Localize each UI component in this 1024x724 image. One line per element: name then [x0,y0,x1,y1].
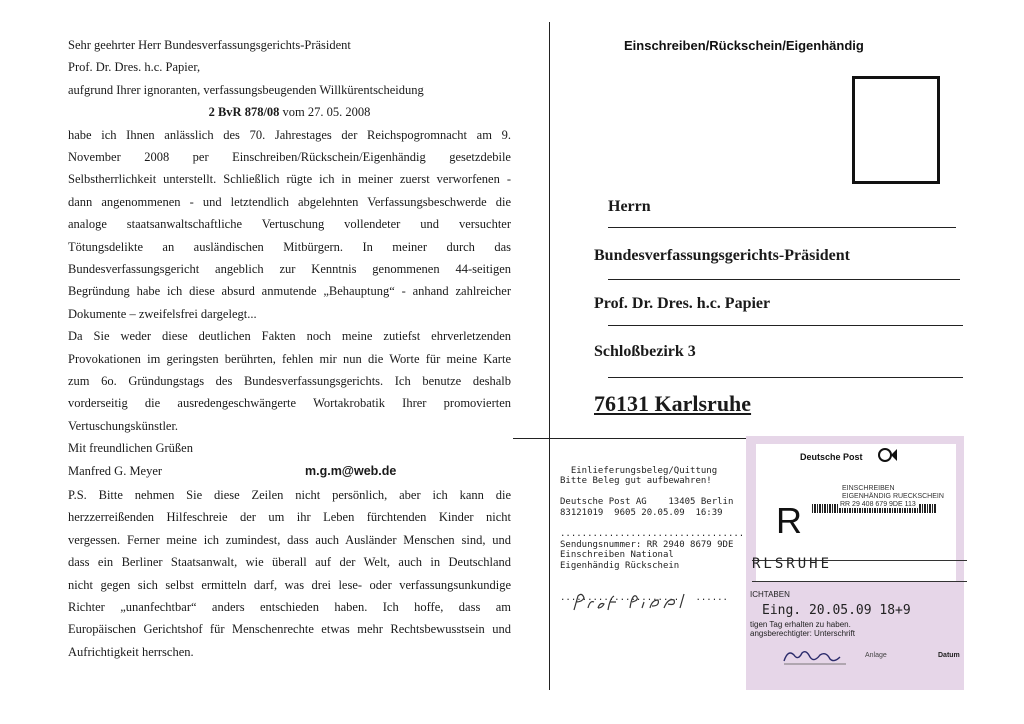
slip-label-1: ICHTABEN [750,590,790,599]
address-street: Schloßbezirk 3 [594,343,696,360]
letter-body-line: Begründung habe ich diese absurd anmutende „Behauptung“ - anhand zahlreicher [68,284,511,299]
slip-bottom-label-2: Datum [938,652,960,659]
signature-name: Manfred G. Meyer [68,463,163,478]
letter-greeting: Mit freundlichen Grüßen [68,441,193,456]
email-address: m.g.m@web.de [305,463,397,478]
slip-label-2: tigen Tag erhalten zu haben. [750,620,851,629]
deutsche-post-logo: Deutsche Post [800,452,863,462]
slip-label-3: angsberechtigter: Unterschrift [750,629,855,638]
registered-r-mark: R [776,500,802,541]
letter-body-line: Provokationen im geringsten berührten, fehlen mir nun die Worte für meine Karte [68,351,511,366]
letter-ps-line: vergessen. Ferner meine ich zumindest, dass auch Ausländer Menschen sind, und [68,532,511,547]
card-divider-horizontal [513,438,763,439]
letter-ps-line: Richter „unanfechtbar“ anders entschieden haben. Ich hoffe, dass am [68,599,511,614]
slip-type-1: EINSCHREIBEN [842,485,895,492]
letter-ps-line: herzzerreißenden Hilfeschreie der um ihr Leben fürchtenden Kinder nicht [68,510,511,525]
slip-handwritten-city: RLSRUHE [752,556,833,572]
address-rule-3 [608,325,963,326]
receipt-post-2: 83121019 9605 20.05.09 16:39 [560,507,723,518]
letter-signature-line [68,460,511,482]
letter-ps-line: Europäischen Gerichtshof für Menschenrechte etwas mehr Rechtsbewusstsein und [68,622,511,637]
receipt-header-1: Einlieferungsbeleg/Quittung [570,465,718,476]
letter-body-line: Tötungsdelikte an ausländischen Mitbürgern. In meiner durch das [68,239,511,254]
case-date: vom 27. 05. 2008 [282,105,371,120]
letter-body-line: analoge staatsanwaltschaftliche Vertuschung vollendeter und versuchter [68,217,511,232]
slip-type-2: EIGENHÄNDIG RUECKSCHEIN [842,493,944,500]
address-rule-2 [608,279,960,280]
address-salutation: Herrn [608,198,651,215]
letter-body-line: dann angenommenen - und letztendlich abgelehnten Verfassungsbeschwerde die [68,194,511,209]
letter-body-line: Dokumente – zweifelsfrei dargelegt... [68,306,257,321]
address-rule-1 [608,227,956,228]
address-city: 76131 Karlsruhe [594,391,752,416]
slip-handwritten-signature [780,645,860,667]
receipt-handwritten-signature [566,588,726,616]
letter-body-line: November 2008 per Einschreiben/Rückschein/Eigenhändig gesetzdebile [68,150,511,165]
receipt-header-2: Bitte Beleg gut aufbewahren! [560,476,712,487]
slip-received-date: Eing. 20.05.09 18+9 [762,603,911,618]
mail-type-label: Einschreiben/Rückschein/Eigenhändig [624,38,864,53]
barcode-number: RR 29 408 679 9DE 113 [840,501,916,508]
address-title: Bundesverfassungsgerichts-Präsident [594,247,851,264]
address-rule-4 [608,377,963,378]
letter-body-line: Vertuschungskünstler. [68,418,179,433]
address-name: Prof. Dr. Dres. h.c. Papier [594,295,771,312]
slip-bottom-label-1: Anlage [865,652,887,659]
letter-intro: aufgrund Ihrer ignoranten, verfassungsbeugenden Willkürentscheidung [68,82,424,97]
receipt-dots: .................................. [560,529,745,540]
postal-receipt [560,455,746,603]
receipt-service-2: Eigenhändig Rückschein [560,560,680,571]
letter-text [68,34,511,663]
letter-body-line: Da Sie weder diese deutlichen Fakten noch meine zutiefst ehrverletzenden [68,329,511,344]
post-horn-icon [876,446,898,464]
letter-body-line: zum 6o. Gründungstags des Bundesverfassungsgerichts. Ich benutze deshalb [68,373,511,388]
slip-confirmation-text [750,620,855,638]
letter-ps-line: dass ein Berliner Staatsanwalt, wie überall auf der Welt, auch in Deutschland [68,555,511,570]
letter-body-line: Bundesverfassungsgericht angeblich zur Kenntnis genommenen 44-seitigen [68,261,511,276]
receipt-signature-dots: ...................... ...... [560,592,728,603]
letter-body-line: habe ich Ihnen anlässlich des 70. Jahrestages der Reichspogromnacht am 9. [68,127,511,142]
stamp-box [852,76,940,184]
receipt-post-1: Deutsche Post AG 13405 Berlin [560,497,734,508]
card-divider-vertical [549,22,550,690]
slip-type-text [842,485,944,501]
letter-salutation: Sehr geehrter Herr Bundesverfassungsgerichts-Präsident [68,38,351,52]
letter-body [68,124,511,438]
receipt-service-1: Einschreiben National [560,550,674,561]
case-reference [68,101,511,123]
letter-ps-line: Aufrichtigkeit herrschen. [68,644,194,659]
letter-ps-line: nicht gegen sich selbst ermitteln darf, was drei lese- oder verfassungsunkundige [68,577,511,592]
letter-body-line: vorderseitig die ausredengeschwängerte Wortakrobatik Ihrer promovierten [68,396,511,411]
case-number: 2 BvR 878/08 [208,105,280,120]
letter-ps-line: P.S. Bitte nehmen Sie diese Zeilen nicht persönlich, aber ich kann die [68,487,511,502]
receipt-tracking: Sendungsnummer: RR 2940 8679 9DE [560,539,734,550]
letter-recipient-name: Prof. Dr. Dres. h.c. Papier, [68,60,201,75]
letter-postscript [68,484,511,663]
letter-body-line: Selbstherrlichkeit unterstellt. Schließlich rügte ich in meiner zuerst verworfenen - [68,172,511,187]
